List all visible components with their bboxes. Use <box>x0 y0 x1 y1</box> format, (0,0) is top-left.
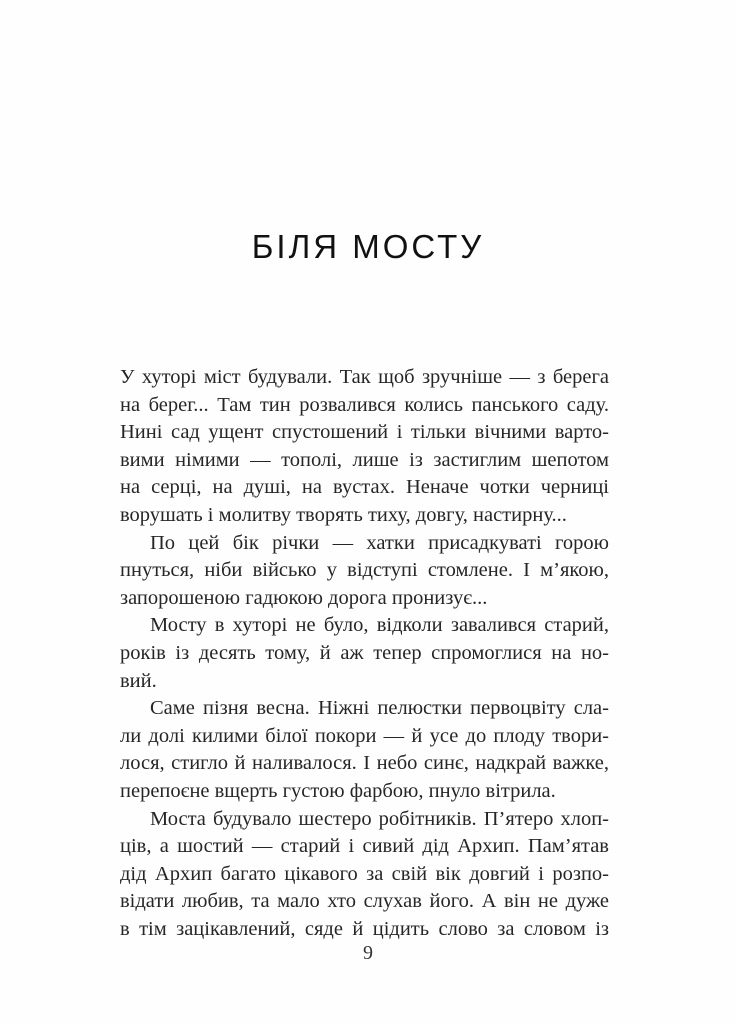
text-line: років із десять тому, й аж тепер спромоглися на но- <box>120 641 609 664</box>
text-line: ли долі килими білої покори — й усе до плоду твори- <box>120 724 609 747</box>
text-line: Нині сад ущент спустошений і тільки вічними варто- <box>120 421 609 444</box>
text-line: вими німими — тополі, лише із застиглим шепотом <box>120 448 609 471</box>
page-number: 9 <box>363 942 373 964</box>
paragraph <box>120 695 609 805</box>
text-line: на серці, на душі, на вустах. Неначе чотки черниці <box>120 476 609 499</box>
text-line: ворушать і молитву творять тиху, довгу, настирну... <box>120 503 567 526</box>
paragraph <box>120 530 609 613</box>
text-line: вий. <box>120 669 157 692</box>
text-line: дід Архип багато цікавого за свій вік довгий і розпо- <box>120 862 609 885</box>
chapter-title: БІЛЯ МОСТУ <box>251 228 485 265</box>
paragraph <box>120 612 609 695</box>
text-line: Моста будувало шестеро робітників. П’ятеро хлоп- <box>150 807 609 830</box>
text-line: пнуться, ніби військо у відступі стомлене. І м’якою, <box>120 559 609 582</box>
text-line: перепоєне вщерть густою фарбою, пнуло вітрила. <box>120 779 556 802</box>
body-text <box>120 364 609 943</box>
text-line: запорошеною гадюкою дорога пронизує... <box>120 586 488 609</box>
text-line: По цей бік річки — хатки присадкуваті горою <box>150 531 609 554</box>
text-line: У хуторі міст будували. Так щоб зручніше — з берега <box>120 366 609 388</box>
text-line: ців, а шостий — старий і сивий дід Архип. Пам’ятав <box>120 835 609 858</box>
paragraph <box>120 364 609 530</box>
text-line: на берег... Там тин розвалився колись панського саду. <box>120 393 609 416</box>
text-line: Мосту в хуторі не було, відколи завалився старий, <box>150 614 609 637</box>
text-line: Саме пізня весна. Ніжні пелюстки первоцвіту сла- <box>150 697 609 720</box>
text-line: в тім зацікавлений, сяде й цідить слово за словом із <box>120 917 609 940</box>
paragraph <box>120 806 609 944</box>
text-line: лося, стигло й наливалося. І небо синє, надкрай важке, <box>120 752 609 775</box>
text-line: відати любив, та мало хто слухав його. А він не дуже <box>120 890 609 913</box>
